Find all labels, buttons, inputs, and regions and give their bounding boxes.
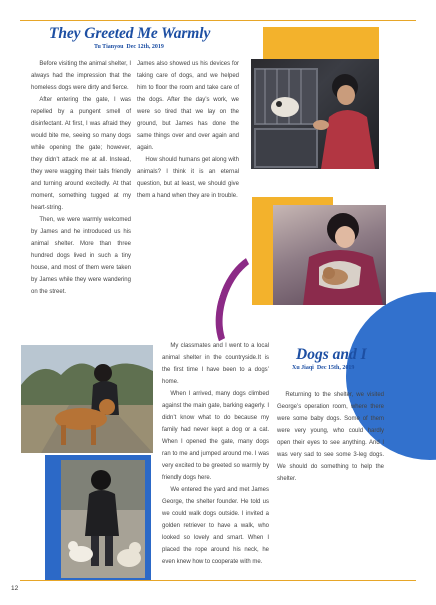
article2-column-left <box>162 340 269 568</box>
article2-byline <box>292 365 354 371</box>
article1-date: Dec 12th, 2019 <box>126 44 164 50</box>
article1-column-right <box>137 58 239 202</box>
article1-paragraph: How should humans get along with animals? I think it is an eternal question, but at least, we should give them a hand when they are in trouble. <box>137 157 239 199</box>
top-rule <box>20 20 416 21</box>
article2-paragraph: We entered the yard and met James George, the shelter founder. He told us we could walk dogs outside. I invited a golden retriever to have a walk, who looked so lovely and smart. When I placed the rope around his neck, he even knew how to cooperate with me. <box>162 487 269 565</box>
article2-paragraph: My classmates and I went to a local animal shelter in the countryside.It is the first time I have been to a dogs’ home. <box>162 343 269 385</box>
article2-author: Xu Jiaqi <box>292 365 314 371</box>
photo-girl-walking-white-dogs <box>61 460 145 578</box>
article2-title: Dogs and I <box>296 346 367 363</box>
article1-paragraph: Before visiting the animal shelter, I always had the impression that the homeless dogs were dirty and fierce. <box>31 61 131 91</box>
photo-girl-with-golden-retriever <box>21 345 153 453</box>
article2-column-right <box>277 389 384 485</box>
article2-paragraph: When I arrived, many dogs climbed against the main gate, barking eagerly. I didn’t know what to do because my family had never kept a dog or a cat. When I opened the gate, many dogs ran to me and jumped around me. I was very excited to be greeted so warmly by friendly dogs here. <box>162 391 269 481</box>
article1-column-left <box>31 58 131 298</box>
article1-author: Tu Tianyou <box>94 44 124 50</box>
bottom-rule <box>20 580 416 581</box>
article2-date: Dec 15th, 2019 <box>316 365 355 371</box>
article1-paragraph: After entering the gate, I was repelled by a pungent smell of disinfectant. At first, I was afraid they would bite me, seeing so many dogs while opening the gate; however, they didn’t attack me at all. Instead, they were wagging their tails friendly and turning around excitedly. At that moment, something tugged at my heart-string. <box>31 97 131 211</box>
article1-paragraph: Then, we were warmly welcomed by James and he introduced us his animal shelter. More than three hundred dogs lived in such a tiny house, and most of them were taken by James while they were wandering on the street. <box>31 217 131 295</box>
article1-title: They Greeted Me Warmly <box>49 25 211 42</box>
article2-paragraph: Returning to the shelter, we visited George’s operation room, where there were some baby dogs. Some of them were very young, who could hardly open their eyes to see anything. And I was very sad to see some 3-leg dogs. We should do something to help the shelter. <box>277 392 384 482</box>
article1-byline <box>94 44 164 50</box>
photo-girl-holding-puppy <box>273 205 386 305</box>
photo-boy-with-kennel-dog <box>251 59 379 169</box>
article1-paragraph: James also showed us his devices for taking care of dogs, and we helped him to floor the room and take care of the dogs. After the day’s work, we were so tired that we lay on the ground, but James has done the same things over and over again and again. <box>137 61 239 151</box>
page-number: 12 <box>11 585 19 592</box>
